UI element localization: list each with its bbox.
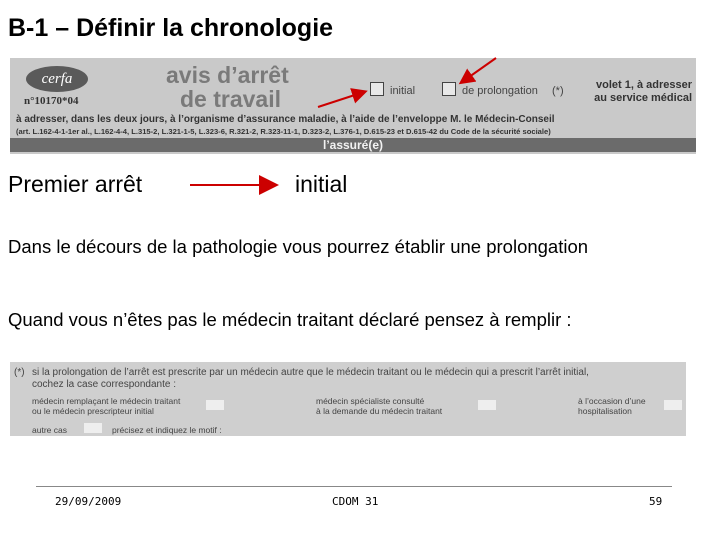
checkbox-initial-label: initial	[390, 85, 416, 97]
volet-line2: au service médical	[594, 92, 692, 104]
form2-line2: cochez la case correspondante :	[32, 379, 176, 390]
form-heading-line1: avis d’arrêt	[166, 62, 289, 88]
form2-opt2-box	[478, 400, 496, 410]
form2-opt1-box	[206, 400, 224, 410]
form2-precise: précisez et indiquez le motif :	[112, 425, 222, 435]
form2-opt1b: ou le médecin prescripteur initial	[32, 406, 154, 416]
form-band-assure: l’assuré(e)	[10, 138, 696, 152]
form2-opt1a: médecin remplaçant le médecin traitant	[32, 396, 181, 406]
form-heading-line2: de travail	[180, 86, 281, 112]
footer-center: CDOM 31	[332, 495, 379, 508]
form2-mark: (*)	[14, 367, 25, 378]
form2-other-box	[84, 423, 102, 433]
form-number: n°10170*04	[24, 95, 79, 107]
paragraph-remplir: Quand vous n’êtes pas le médecin traitant déclaré pensez à remplir :	[8, 309, 572, 330]
arrow-to-initial	[318, 92, 364, 107]
footer-date: 29/09/2009	[55, 495, 122, 508]
footer-divider	[36, 486, 672, 487]
form-instruction: à adresser, dans les deux jours, à l’organisme d’assurance maladie, à l’aide de l’enveloppe M. le Médecin-Conseil	[16, 114, 555, 125]
form2-opt2b: à la demande du médecin traitant	[316, 406, 443, 416]
cerfa-logo: cerfa	[26, 66, 88, 92]
arrow-to-prolongation	[462, 58, 496, 82]
form2-line1: si la prolongation de l’arrêt est prescrite par un médecin autre que le médecin traitant ou le médecin qui a prescrit l’arrêt initial,	[32, 367, 589, 378]
slide-title: B-1 – Définir la chronologie	[8, 14, 334, 42]
volet-line1: volet 1, à adresser	[595, 79, 692, 91]
premier-arret-label: Premier arrêt	[8, 171, 143, 197]
form2-opt2a: médecin spécialiste consulté	[316, 396, 425, 406]
footer-page-number: 59	[649, 495, 663, 508]
paragraph-prolongation: Dans le décours de la pathologie vous pourrez établir une prolongation	[8, 236, 589, 257]
form2-opt3b: hospitalisation	[578, 406, 632, 416]
form2-opt3a: à l’occasion d’une	[578, 396, 646, 406]
form-excerpt-bottom	[10, 362, 686, 436]
prolongation-mark: (*)	[552, 85, 564, 97]
form2-other: autre cas	[32, 425, 67, 435]
form-legal-refs: (art. L.162-4-1-1er al., L.162-4-4, L.315-2, L.321-1-5, L.323-6, R.321-2, R.323-11-1, D.323-2, L.376-1, D.615-23 et D.615-42 du Code de la sécurité sociale)	[16, 127, 551, 136]
form2-opt3-box	[664, 400, 682, 410]
initial-label: initial	[295, 171, 348, 197]
checkbox-prolongation-label: de prolongation	[462, 85, 538, 97]
